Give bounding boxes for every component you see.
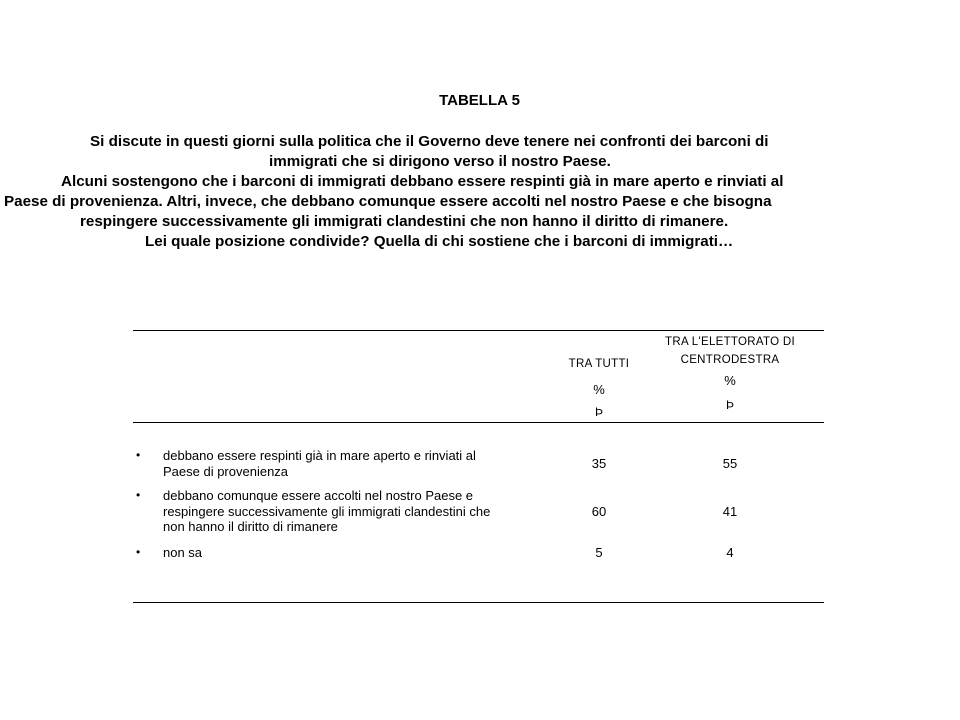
question-line-6: Lei quale posizione condivide? Quella di chi sostiene che i barconi di immigrati…	[145, 233, 734, 250]
table-top-rule	[133, 330, 824, 331]
row-value-all: 60	[591, 504, 607, 519]
col-header-centrodestra	[640, 333, 820, 369]
table-title	[0, 92, 960, 109]
col-all-percent: %	[593, 382, 605, 397]
row-value-centrodestra: 41	[722, 504, 738, 519]
question-line-4: Paese di provenienza. Altri, invece, che debbano comunque essere accolti nel nostro Paese e che bisogna	[4, 193, 772, 210]
row-bullet: •	[136, 448, 141, 462]
table-bottom-rule	[133, 602, 824, 603]
row-label-line: debbano comunque essere accolti nel nostro Paese e	[163, 488, 474, 503]
col-all-marker-icon: Þ	[594, 405, 603, 419]
col-header-centrodestra-line1: TRA L'ELETTORATO DI	[665, 336, 795, 348]
question-line-1: Si discute in questi giorni sulla politica che il Governo deve tenere nei confronti dei barconi di	[90, 133, 769, 150]
col-header-centrodestra-line2: CENTRODESTRA	[680, 354, 780, 366]
table-row-label	[163, 545, 543, 561]
row-label-line: Paese di provenienza	[163, 463, 289, 479]
row-bullet: •	[136, 488, 141, 502]
table-header-rule	[133, 422, 824, 423]
row-value-centrodestra: 4	[726, 545, 734, 560]
table-row-label	[163, 488, 543, 535]
row-value-centrodestra: 55	[722, 456, 738, 471]
col-header-all: TRA TUTTI	[568, 358, 630, 370]
question-line-2: immigrati che si dirigono verso il nostro Paese.	[269, 153, 611, 170]
col-centrodestra-percent: %	[724, 373, 736, 388]
row-label-line: debbano essere respinti già in mare aperto e rinviati al	[163, 448, 476, 463]
row-label-line: non sa	[163, 545, 203, 560]
question-line-3: Alcuni sostengono che i barconi di immigrati debbano essere respinti già in mare aperto e rinviati al	[61, 173, 784, 190]
row-value-all: 35	[591, 456, 607, 471]
row-value-all: 5	[595, 545, 603, 560]
table-row-label	[163, 448, 543, 479]
row-label-line: respingere successivamente gli immigrati clandestini che	[163, 503, 491, 519]
row-bullet: •	[136, 545, 141, 559]
row-label-line: non hanno il diritto di rimanere	[163, 519, 338, 534]
col-centrodestra-marker-icon: Þ	[725, 398, 734, 412]
question-text	[4, 132, 956, 252]
question-line-5: respingere successivamente gli immigrati clandestini che non hanno il diritto di rimanere.	[80, 213, 729, 230]
table-title-text: TABELLA 5	[439, 92, 520, 109]
